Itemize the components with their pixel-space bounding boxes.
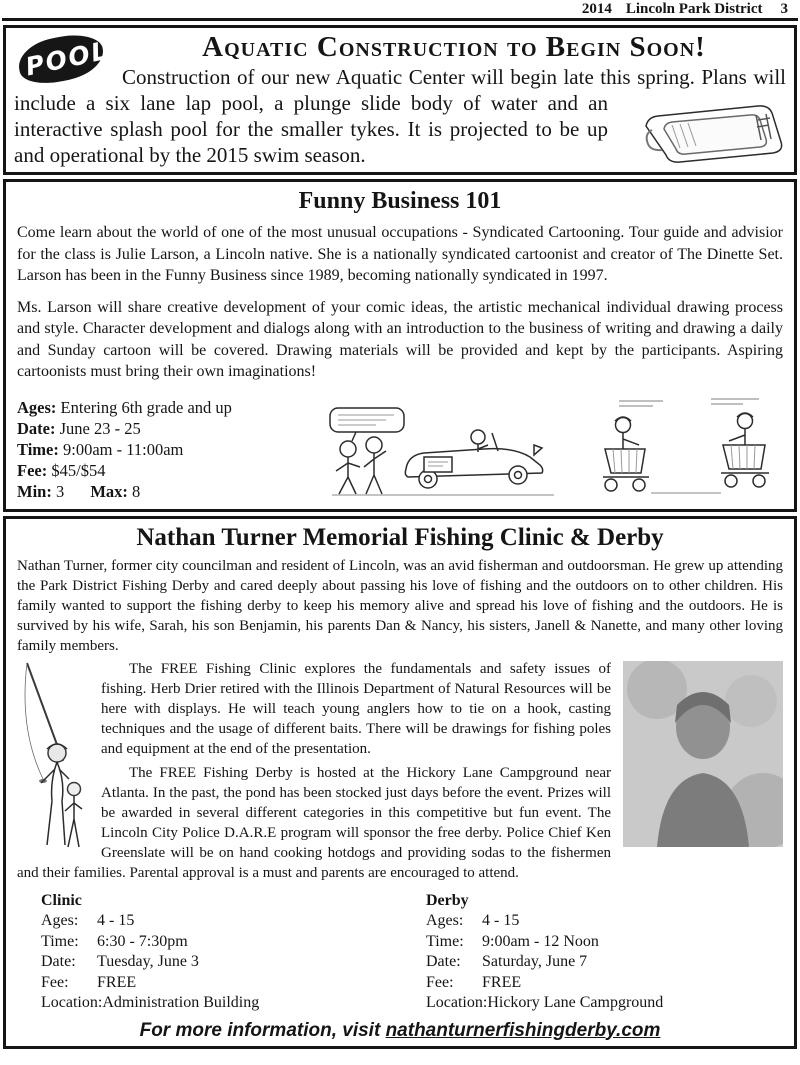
header-title: Lincoln Park District [625,1,763,17]
clinic-fee-row [41,973,400,994]
date-label: Date: [17,418,56,438]
derby-date-label: Date: [426,953,461,970]
funny-business-title: Funny Business 101 [298,188,502,214]
derby-time-row [426,932,783,953]
date-row [17,418,322,439]
fee-row [17,460,322,481]
funny-business-paragraph-1: Come learn about the world of one of the most unusual occupations - Syndicated Cartooning. Tour guide and advisior for the class is Julie Larson, a Lincoln native. She is a nationally syndicated cartoonist and creator of The Dinette Set. Larson has been in the Funny Business since 1989, becoming nationally syndicated in 1997. [17,224,783,284]
program-columns [17,891,783,1014]
clinic-ages-label: Ages: [41,912,79,929]
page-header [2,0,798,21]
clinic-ages-row [41,911,400,932]
header-year: 2014 [581,1,612,17]
derby-location-value: Hickory Lane Campground [487,994,664,1011]
funny-business-bottom-row [17,393,783,505]
fee-value: $45/$54 [51,460,106,480]
clinic-heading: Clinic [41,891,82,909]
max-label: Max: [90,481,128,501]
time-row [17,439,322,460]
pool-logo-text: POOL [22,35,112,82]
clinic-column [17,891,400,1014]
max-value: 8 [132,481,141,501]
pool-logo [16,33,112,85]
fishing-paragraph-2: The FREE Fishing Clinic explores the fundamentals and safety issues of fishing. Herb Drier retired with the Illinois Department of Natural Resources will be here with displays. He will teach young anglers how to tie on a hook, casting techniques and the usage of different baits. There will be drawings for fishing poles and equipment at the end of the presentation. [101,660,611,757]
clinic-date-row [41,952,400,973]
ages-row [17,397,322,418]
clinic-ages-value: 4 - 15 [97,912,135,929]
clinic-location-label: Location: [41,994,103,1011]
cartoon-car-illustration [326,405,561,505]
website-link[interactable]: nathanturnerfishingderby.com [385,1019,661,1041]
clinic-time-value: 6:30 - 7:30pm [97,932,188,950]
clinic-time-row [41,932,400,953]
time-label: Time: [17,439,59,459]
derby-fee-row [426,973,783,994]
more-info-footer [17,1020,783,1042]
portrait-photo [623,661,783,847]
derby-heading: Derby [426,891,469,909]
aquatic-body-part2: an interactive splash pool for the smaller tykes. It is projected to be up and operational by the 2015 swim season. [14,91,608,167]
time-value: 9:00am - 11:00am [62,439,184,459]
derby-ages-row [426,911,783,932]
clinic-date-value: Tuesday, June 3 [97,953,199,970]
derby-ages-label: Ages: [426,912,464,929]
clinic-location-value: Administration Building [102,994,260,1011]
aquatic-body [14,64,786,168]
clinic-location-row [41,993,400,1014]
fishing-illustration [17,659,89,851]
derby-column [400,891,783,1014]
derby-location-label: Location: [426,994,488,1011]
derby-time-label: Time: [426,932,464,950]
fishing-paragraph-3: The FREE Fishing Derby is hosted at the Hickory Lane Campground near Atlanta. In the past, the pond has been stocked just days before the event. Prizes will be awarded in several different categories in this competitive but fun event. The Lincoln City Police D.A.R.E program will sponsor the free derby. Police Chief Ken Greenslate will be on hand cooking hotdogs and providing sodas to the fishermen and their families. Parental approval is a must and parents are encouraged to attend. [17,764,611,881]
funny-business-section [3,179,797,512]
clinic-fee-value: FREE [97,973,137,991]
fee-label: Fee: [17,460,48,480]
clinic-time-label: Time: [41,932,79,950]
cartoon-carts-illustration [591,393,786,503]
aquatic-section [3,25,797,175]
funny-business-details [17,397,322,502]
min-value: 3 [55,481,65,501]
fishing-title: Nathan Turner Memorial Fishing Clinic & Derby [136,523,664,551]
derby-time-value: 9:00am - 12 Noon [482,932,599,950]
derby-date-value: Saturday, June 7 [482,953,588,970]
clinic-fee-label: Fee: [41,973,69,991]
date-value: June 23 - 25 [59,418,141,438]
ages-value: Entering 6th grade and up [60,397,232,417]
funny-business-paragraph-2: Ms. Larson will share creative development of your comic ideas, the artistic mechanical individual drawing process and style. Character development and dialogs along with an introduction to the business of writing and drawing a daily and Sunday cartoon will be covered. Drawing materials will be provided and kept by the participants. Aspiring cartoonists must bring their own imaginations! [17,298,783,380]
min-label: Min: [17,481,52,501]
derby-ages-value: 4 - 15 [482,912,520,929]
min-max-row [17,481,322,502]
aquatic-title: Aquatic Construction to Begin Soon! [202,31,706,63]
fishing-middle [17,659,783,887]
derby-fee-label: Fee: [426,973,454,991]
isometric-pool-drawing [618,94,786,166]
clinic-date-label: Date: [41,953,76,970]
ages-label: Ages: [17,397,57,417]
aquatic-body-part1: Construction of our new Aquatic Center will begin late this spring. Plans will include a six lane lap pool, a plunge slide body of water and [14,65,786,115]
derby-date-row [426,952,783,973]
more-info-text: For more information, visit [139,1019,386,1041]
derby-location-row [426,993,783,1014]
pool-illustration [618,94,786,166]
fishing-section [3,516,797,1049]
derby-fee-value: FREE [482,973,522,991]
header-page-number: 3 [780,1,788,17]
fishing-paragraph-1: Nathan Turner, former city councilman and resident of Lincoln, was an avid fisherman and outdoorsman. He grew up attending the Park District Fishing Derby and cared deeply about passing his love of fishing and the outdoors on to other children. His family wanted to support the fishing derby to keep his memory alive and spread his love of fishing and the outdoors. He is survived by his wife, Sarah, his son Benjamin, his parents Dan & Nancy, his sisters, Janell & Nanette, and many other loving family members. [17,557,783,654]
